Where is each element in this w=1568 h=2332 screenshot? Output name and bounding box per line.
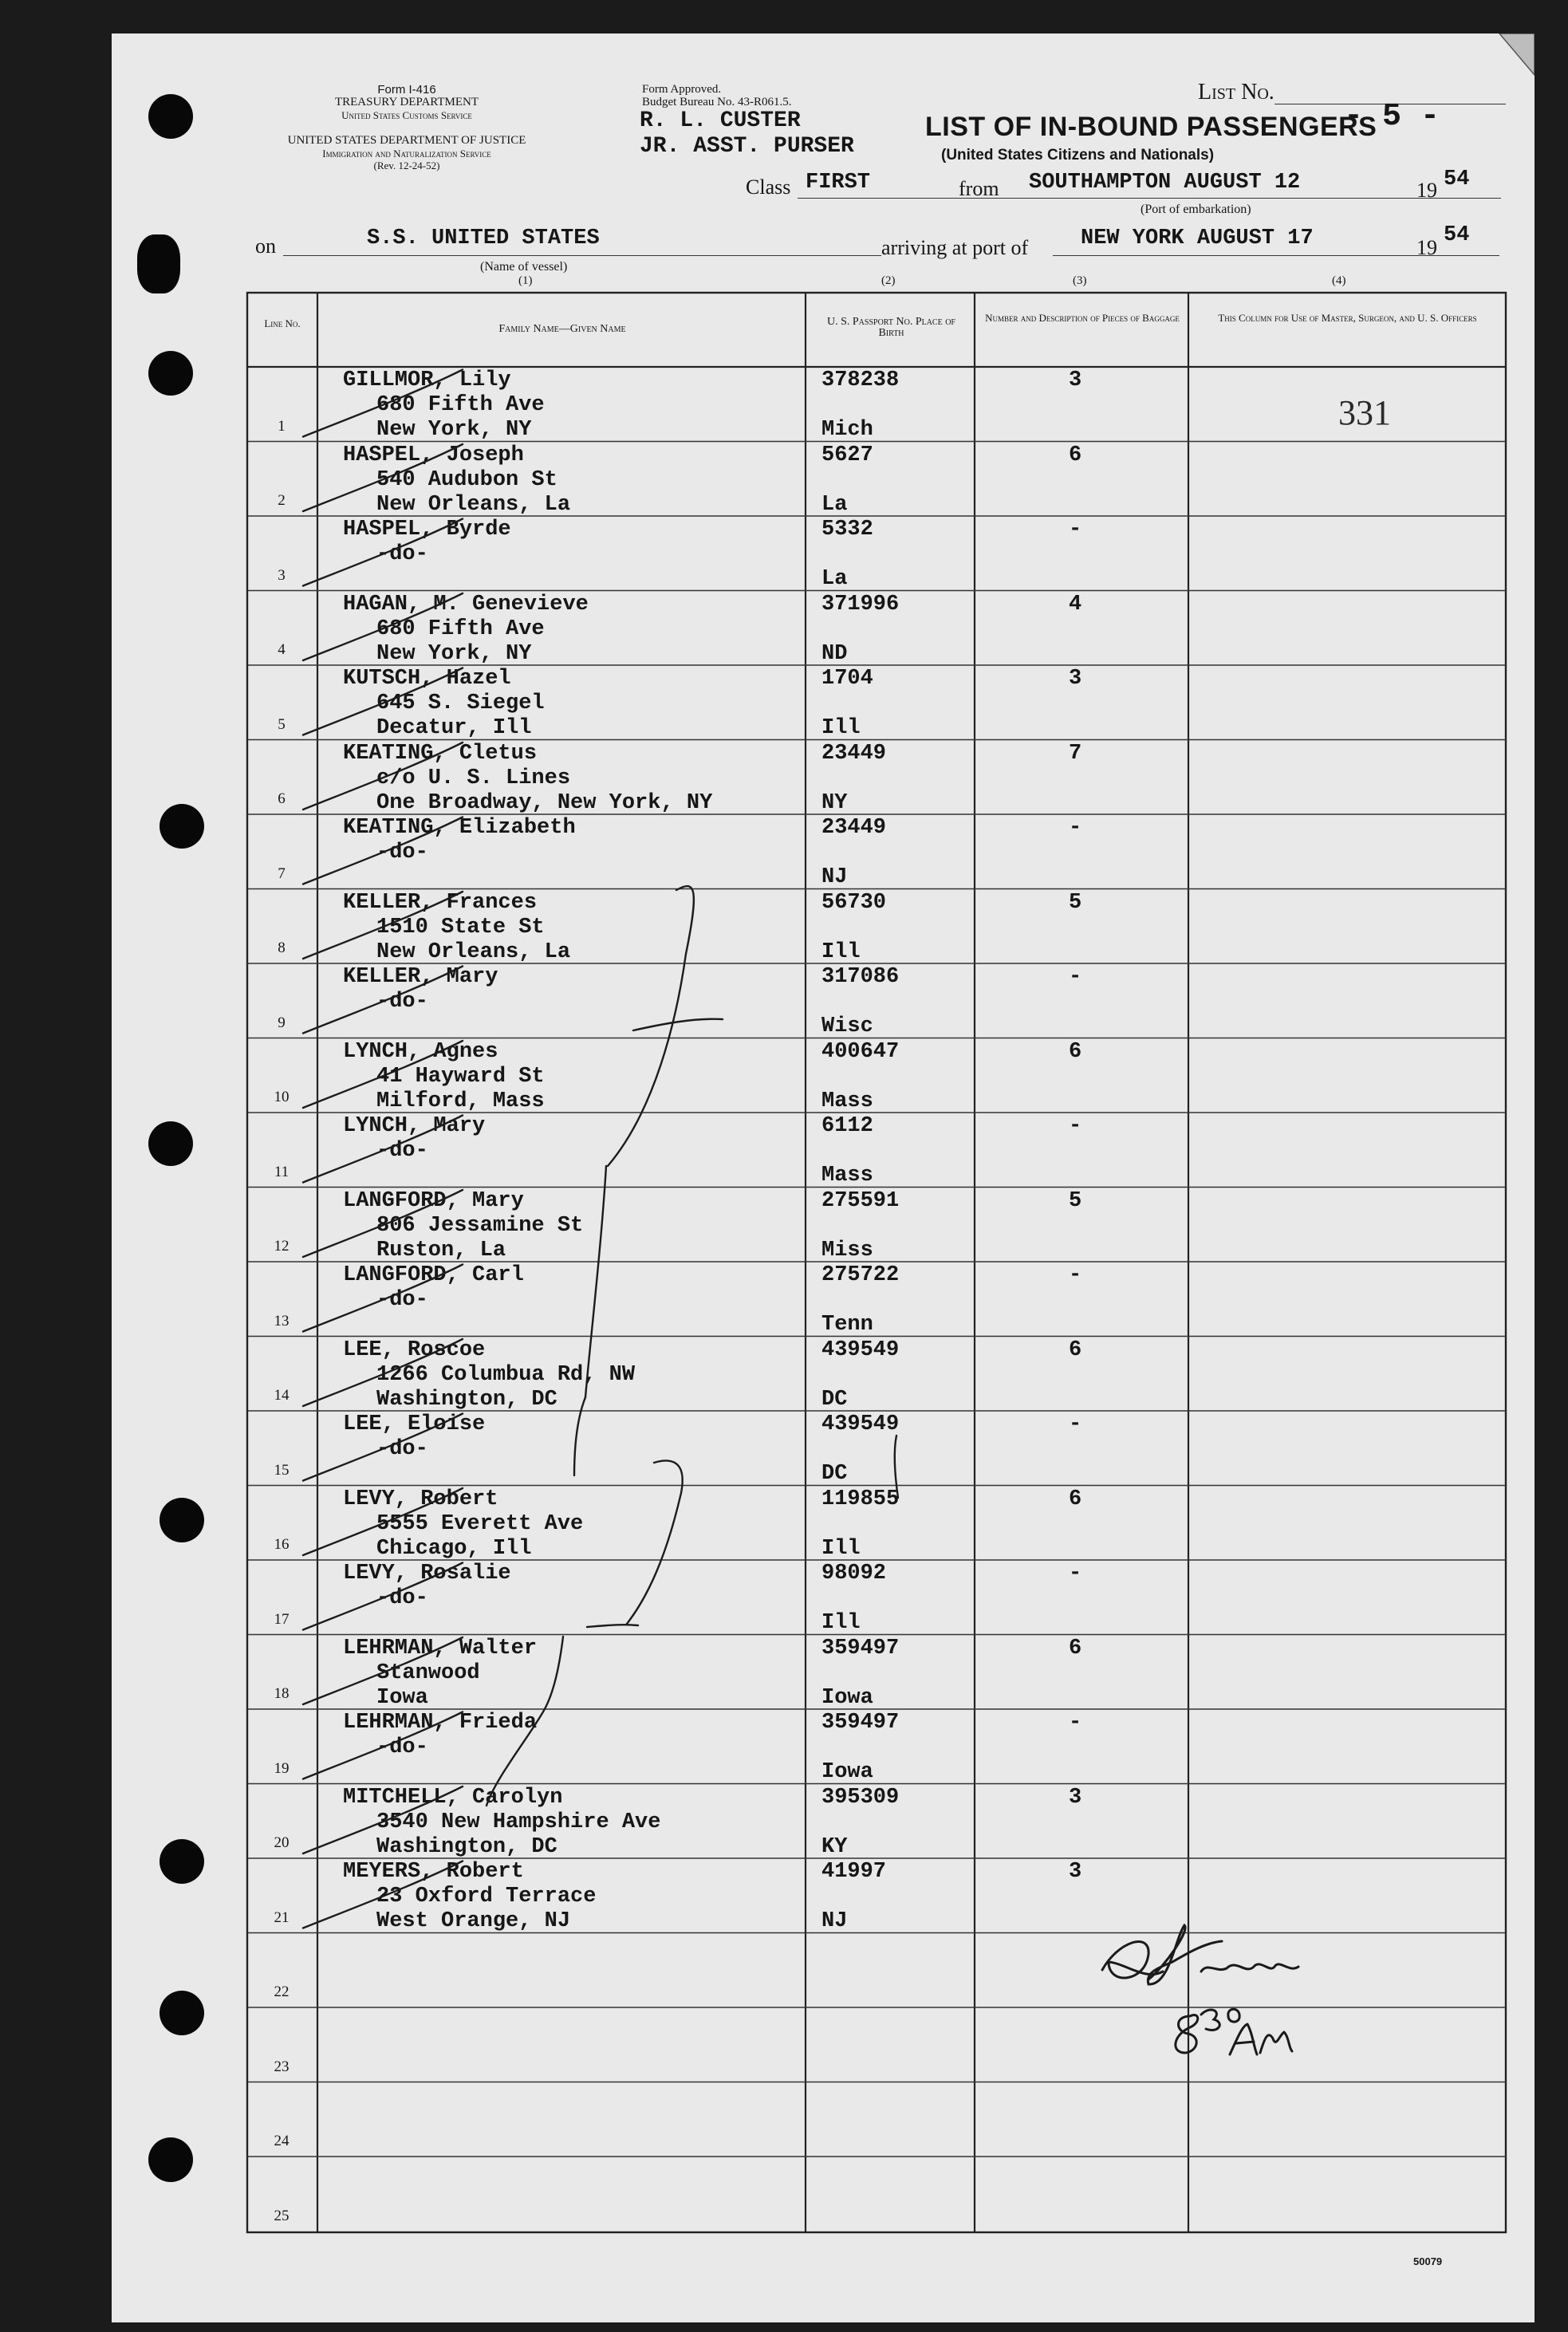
- passenger-name: HASPEL, Joseph: [343, 443, 524, 467]
- passenger-name: KELLER, Frances: [343, 890, 538, 915]
- passenger-address: -do-: [376, 1586, 428, 1610]
- line-number: 8: [278, 939, 286, 956]
- line-number: 16: [274, 1536, 290, 1553]
- list-no-value: - 5 -: [1344, 99, 1440, 135]
- passenger-address: -do-: [376, 841, 428, 865]
- col-num-4: (4): [1332, 274, 1346, 287]
- passenger-address: New York, NY: [376, 641, 532, 666]
- list-no-label: List No.: [1198, 80, 1274, 104]
- line-number: 24: [274, 2133, 290, 2149]
- passenger-address: New Orleans, La: [376, 939, 571, 964]
- passenger-address: 1510 State St: [376, 915, 545, 939]
- baggage-count: 6: [1069, 443, 1082, 467]
- baggage-count: 6: [1069, 1487, 1082, 1511]
- line-number: 19: [274, 1759, 290, 1777]
- place-of-birth: Mass: [821, 1164, 873, 1188]
- passport-number: 439549: [821, 1337, 900, 1362]
- stamp-number: 331: [1338, 393, 1391, 432]
- embark-caption: (Port of embarkation): [1141, 203, 1251, 216]
- passenger-name: HASPEL, Byrde: [343, 518, 511, 542]
- passenger-address: New York, NY: [376, 418, 532, 442]
- line-number: 2: [278, 492, 286, 509]
- place-of-birth: La: [821, 567, 848, 591]
- baggage-count: 3: [1069, 1785, 1082, 1810]
- header-line-no: Line No.: [264, 317, 301, 329]
- col-num-2: (2): [881, 274, 896, 287]
- passenger-address: Washington, DC: [376, 1387, 557, 1412]
- baggage-count: 5: [1069, 1188, 1082, 1213]
- class-value: FIRST: [806, 171, 871, 195]
- passenger-name: LEVY, Robert: [343, 1487, 498, 1511]
- passport-number: 400647: [821, 1039, 900, 1064]
- passenger-name: KUTSCH, Hazel: [343, 667, 511, 691]
- punch-hole: [137, 234, 180, 293]
- footer-code: 50079: [1413, 2255, 1443, 2267]
- punch-hole: [148, 2137, 193, 2182]
- baggage-count: 6: [1069, 1636, 1082, 1660]
- form-revision: (Rev. 12-24-52): [373, 160, 440, 171]
- passenger-address: -do-: [376, 1139, 428, 1163]
- passenger-address: West Orange, NJ: [376, 1909, 571, 1933]
- passport-number: 1704: [821, 667, 873, 691]
- line-number: 14: [274, 1387, 290, 1404]
- passenger-name: LYNCH, Agnes: [343, 1039, 498, 1064]
- passport-number: 317086: [821, 965, 900, 989]
- passenger-address: 680 Fifth Ave: [376, 616, 545, 641]
- passenger-address: Ruston, La: [376, 1238, 506, 1263]
- passenger-name: LYNCH, Mary: [343, 1114, 486, 1138]
- baggage-count: -: [1069, 816, 1082, 840]
- on-label: on: [255, 234, 276, 258]
- punch-hole: [160, 1839, 204, 1884]
- passenger-address: Chicago, Ill: [376, 1536, 532, 1561]
- passenger-address: -do-: [376, 542, 428, 566]
- baggage-count: 6: [1069, 1337, 1082, 1362]
- line-number: 7: [278, 865, 286, 882]
- baggage-count: 6: [1069, 1039, 1082, 1064]
- line-number: 11: [274, 1163, 290, 1180]
- vessel-caption: (Name of vessel): [480, 260, 568, 274]
- passenger-address: 806 Jessamine St: [376, 1213, 584, 1238]
- year-arrive: 54: [1444, 223, 1470, 247]
- page-title: LIST OF IN-BOUND PASSENGERS: [925, 112, 1377, 142]
- passport-number: 359497: [821, 1711, 900, 1735]
- form-approved: Form Approved.: [642, 83, 722, 96]
- punch-hole: [148, 94, 193, 139]
- passenger-address: c/o U. S. Lines: [376, 766, 571, 790]
- passport-number: 98092: [821, 1562, 887, 1586]
- baggage-count: -: [1069, 1263, 1082, 1287]
- passport-number: 23449: [821, 741, 887, 766]
- passport-number: 439549: [821, 1412, 900, 1436]
- line-number: 9: [278, 1014, 286, 1031]
- justice-dept: UNITED STATES DEPARTMENT OF JUSTICE: [287, 134, 526, 147]
- place-of-birth: NY: [821, 790, 848, 815]
- budget-bureau: Budget Bureau No. 43-R061.5.: [642, 96, 792, 108]
- passenger-address: Iowa: [376, 1685, 428, 1710]
- baggage-count: -: [1069, 965, 1082, 989]
- line-number: 13: [274, 1312, 290, 1329]
- line-number: 25: [274, 2207, 290, 2224]
- place-of-birth: Mass: [821, 1089, 873, 1113]
- line-number: 4: [278, 641, 286, 658]
- place-of-birth: Wisc: [821, 1014, 873, 1038]
- header-passport: U. S. Passport No. Place of Birth: [827, 316, 955, 339]
- passenger-name: LEVY, Rosalie: [343, 1562, 511, 1586]
- passenger-address: 3540 New Hampshire Ave: [376, 1810, 661, 1834]
- line-number: 22: [274, 1983, 290, 2000]
- passenger-address: -do-: [376, 1437, 428, 1461]
- place-of-birth: Iowa: [821, 1760, 873, 1784]
- punch-hole: [160, 1498, 204, 1542]
- year-from: 54: [1444, 167, 1470, 191]
- passenger-name: MEYERS, Robert: [343, 1860, 524, 1884]
- baggage-count: 7: [1069, 741, 1082, 766]
- from-label: from: [959, 177, 999, 200]
- line-number: 10: [274, 1089, 290, 1105]
- manifest-page: [112, 33, 1535, 2322]
- punch-hole: [148, 1121, 193, 1166]
- line-number: 5: [278, 715, 286, 733]
- place-of-birth: NJ: [821, 1909, 848, 1933]
- place-of-birth: Tenn: [821, 1313, 873, 1337]
- passport-number: 119855: [821, 1487, 900, 1511]
- customs-service: United States Customs Service: [341, 109, 472, 121]
- baggage-count: 5: [1069, 890, 1082, 915]
- place-of-birth: Miss: [821, 1238, 873, 1263]
- passenger-address: 645 S. Siegel: [376, 691, 545, 715]
- place-of-birth: Ill: [821, 1536, 861, 1561]
- passenger-address: -do-: [376, 1288, 428, 1312]
- baggage-count: -: [1069, 518, 1082, 542]
- arriving-label: arriving at port of: [881, 236, 1029, 259]
- place-of-birth: DC: [821, 1462, 848, 1486]
- line-number: 12: [274, 1238, 290, 1255]
- passenger-address: Decatur, Ill: [376, 716, 532, 740]
- punch-hole: [160, 804, 204, 849]
- passport-number: 6112: [821, 1114, 873, 1138]
- baggage-count: -: [1069, 1711, 1082, 1735]
- passport-number: 5627: [821, 443, 873, 467]
- ins-service: Immigration and Naturalization Service: [322, 148, 491, 160]
- baggage-count: -: [1069, 1562, 1082, 1586]
- passenger-address: Washington, DC: [376, 1834, 557, 1859]
- vessel-name: S.S. UNITED STATES: [367, 227, 600, 250]
- passenger-address: One Broadway, New York, NY: [376, 790, 713, 815]
- place-of-birth: Ill: [821, 716, 861, 740]
- passenger-name: LEHRMAN, Walter: [343, 1636, 538, 1660]
- passenger-name: KEATING, Elizabeth: [343, 816, 576, 840]
- passport-number: 275722: [821, 1263, 900, 1287]
- passport-number: 378238: [821, 368, 900, 392]
- baggage-count: 4: [1069, 592, 1082, 616]
- passenger-name: LEE, Roscoe: [343, 1337, 486, 1362]
- passport-number: 5332: [821, 518, 873, 542]
- passenger-name: LEHRMAN, Frieda: [343, 1711, 538, 1735]
- passenger-name: LANGFORD, Carl: [343, 1263, 524, 1287]
- passenger-address: -do-: [376, 1735, 428, 1759]
- passenger-name: KEATING, Cletus: [343, 741, 538, 766]
- passenger-name: LANGFORD, Mary: [343, 1188, 524, 1213]
- passenger-name: GILLMOR, Lily: [343, 368, 511, 392]
- place-of-birth: ND: [821, 641, 848, 666]
- treasury-dept: TREASURY DEPARTMENT: [334, 96, 479, 108]
- col-num-1: (1): [518, 274, 533, 287]
- purser-name: R. L. CUSTER: [640, 108, 801, 133]
- header-name: Family Name—Given Name: [498, 323, 626, 335]
- baggage-count: 3: [1069, 1860, 1082, 1884]
- punch-hole: [160, 1991, 204, 2035]
- line-number: 1: [278, 417, 286, 435]
- passenger-address: Milford, Mass: [376, 1089, 545, 1113]
- place-of-birth: KY: [821, 1834, 848, 1859]
- year-prefix-from: 19: [1416, 179, 1437, 202]
- purser-title: JR. ASST. PURSER: [640, 134, 854, 159]
- passenger-address: 41 Hayward St: [376, 1064, 545, 1089]
- header-officers: This Column for Use of Master, Surgeon, and U. S. Officers: [1218, 312, 1477, 324]
- passport-number: 23449: [821, 816, 887, 840]
- place-of-birth: Mich: [821, 418, 873, 442]
- arrival-value: NEW YORK AUGUST 17: [1081, 227, 1314, 250]
- baggage-count: 3: [1069, 667, 1082, 691]
- line-number: 23: [274, 2058, 290, 2075]
- page-subtitle: (United States Citizens and Nationals): [941, 147, 1215, 163]
- passenger-address: New Orleans, La: [376, 492, 571, 517]
- line-number: 21: [274, 1909, 290, 1926]
- year-prefix-arrive: 19: [1416, 236, 1437, 259]
- passenger-address: 5555 Everett Ave: [376, 1511, 584, 1536]
- passenger-name: MITCHELL, Carolyn: [343, 1785, 563, 1810]
- passenger-address: Stanwood: [376, 1660, 480, 1685]
- place-of-birth: La: [821, 492, 848, 517]
- from-value: SOUTHAMPTON AUGUST 12: [1029, 171, 1301, 195]
- passenger-name: KELLER, Mary: [343, 965, 498, 989]
- line-number: 17: [274, 1610, 290, 1628]
- passenger-address: -do-: [376, 990, 428, 1014]
- line-number: 18: [274, 1685, 290, 1702]
- place-of-birth: NJ: [821, 865, 848, 889]
- passenger-address: 1266 Columbua Rd, NW: [376, 1362, 636, 1387]
- passenger-address: 680 Fifth Ave: [376, 393, 545, 417]
- line-number: 6: [278, 790, 286, 807]
- passenger-address: 540 Audubon St: [376, 467, 557, 492]
- passport-number: 41997: [821, 1860, 887, 1884]
- punch-hole: [148, 351, 193, 396]
- passport-number: 56730: [821, 890, 887, 915]
- place-of-birth: Ill: [821, 939, 861, 964]
- passenger-name: LEE, Eloise: [343, 1412, 486, 1436]
- col-num-3: (3): [1073, 274, 1087, 287]
- passport-number: 359497: [821, 1636, 900, 1660]
- passport-number: 275591: [821, 1188, 900, 1213]
- line-number: 15: [274, 1461, 290, 1479]
- passport-number: 371996: [821, 592, 900, 616]
- header-baggage: Number and Description of Pieces of Baggage: [985, 312, 1180, 324]
- passenger-name: HAGAN, M. Genevieve: [343, 592, 589, 616]
- baggage-count: -: [1069, 1114, 1082, 1138]
- passport-number: 395309: [821, 1785, 900, 1810]
- baggage-count: -: [1069, 1412, 1082, 1436]
- baggage-count: 3: [1069, 368, 1082, 392]
- place-of-birth: DC: [821, 1387, 848, 1412]
- place-of-birth: Ill: [821, 1611, 861, 1635]
- class-label: Class: [746, 175, 791, 199]
- place-of-birth: Iowa: [821, 1685, 873, 1710]
- line-number: 3: [278, 566, 286, 584]
- line-number: 20: [274, 1834, 290, 1851]
- form-number: Form I-416: [377, 83, 436, 97]
- passenger-address: 23 Oxford Terrace: [376, 1885, 597, 1909]
